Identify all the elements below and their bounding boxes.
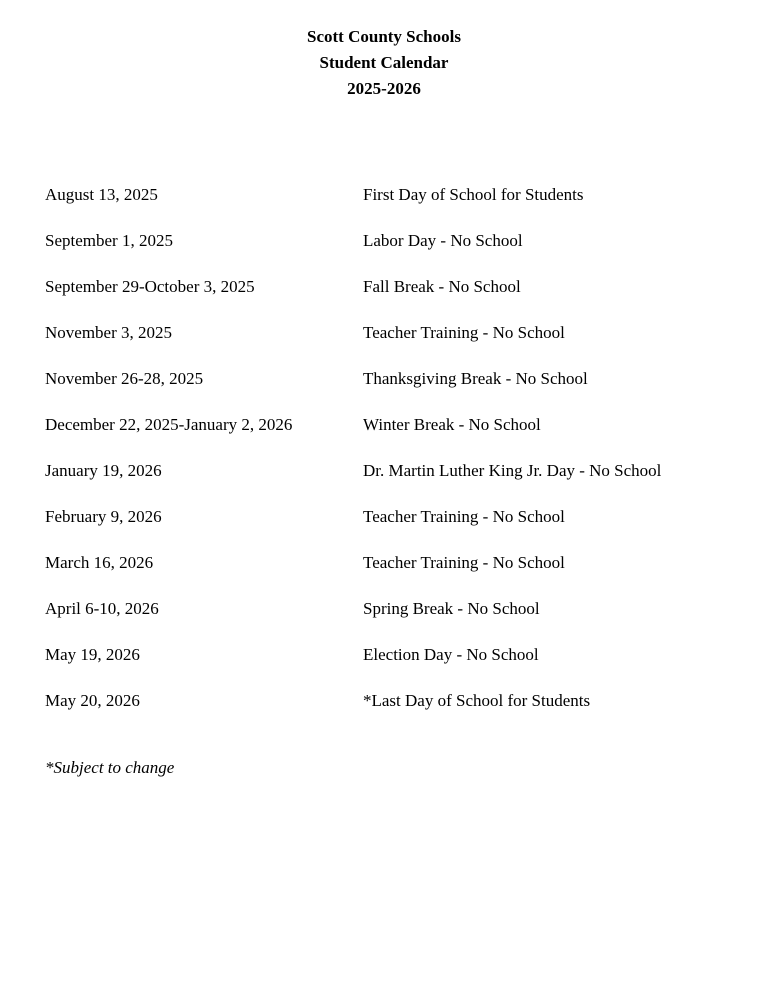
calendar-row [45, 278, 738, 296]
event-description: *Last Day of School for Students [363, 691, 591, 710]
calendar-row [45, 324, 738, 342]
event-description: Teacher Training - No School [363, 323, 565, 342]
event-date: May 20, 2026 [45, 691, 140, 710]
event-date: December 22, 2025-January 2, 2026 [45, 415, 293, 434]
event-date: January 19, 2026 [45, 461, 162, 480]
calendar-row [45, 554, 738, 572]
event-date: November 26-28, 2025 [45, 369, 204, 388]
title-line-school-name: Scott County Schools [307, 27, 461, 46]
calendar-row [45, 370, 738, 388]
calendar-rows [45, 186, 738, 710]
event-description: Winter Break - No School [363, 415, 541, 434]
event-date: February 9, 2026 [45, 507, 162, 526]
document-title [0, 0, 768, 102]
event-description: Fall Break - No School [363, 277, 521, 296]
calendar-row [45, 186, 738, 204]
calendar-row [45, 232, 738, 250]
event-description: Dr. Martin Luther King Jr. Day - No School [363, 461, 662, 480]
event-date: September 29-October 3, 2025 [45, 277, 255, 296]
event-date: March 16, 2026 [45, 553, 154, 572]
event-description: Thanksgiving Break - No School [363, 369, 588, 388]
event-date: September 1, 2025 [45, 231, 173, 250]
event-description: First Day of School for Students [363, 185, 584, 204]
event-date: April 6-10, 2026 [45, 599, 159, 618]
event-date: May 19, 2026 [45, 645, 140, 664]
event-date: August 13, 2025 [45, 185, 158, 204]
event-date: November 3, 2025 [45, 323, 173, 342]
event-description: Teacher Training - No School [363, 553, 565, 572]
calendar-row [45, 600, 738, 618]
event-description: Spring Break - No School [363, 599, 540, 618]
calendar-row [45, 416, 738, 434]
event-description: Teacher Training - No School [363, 507, 565, 526]
title-line-calendar-type: Student Calendar [319, 53, 449, 72]
subject-to-change-footnote: *Subject to change [45, 758, 175, 777]
calendar-row [45, 462, 738, 480]
calendar-row [45, 692, 738, 710]
calendar-row [45, 646, 738, 664]
title-line-school-year: 2025-2026 [347, 79, 421, 98]
event-description: Labor Day - No School [363, 231, 523, 250]
calendar-row [45, 508, 738, 526]
event-description: Election Day - No School [363, 645, 539, 664]
